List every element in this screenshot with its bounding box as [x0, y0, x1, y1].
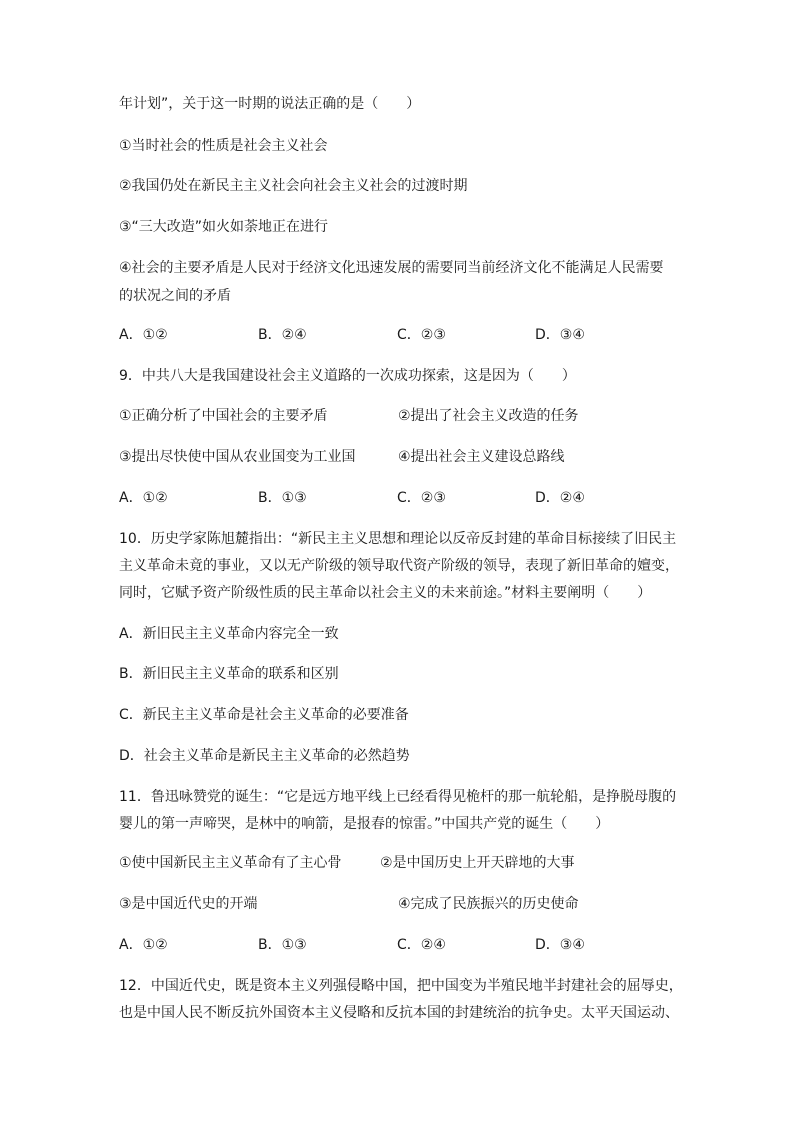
- q8-option-c[interactable]: C．②③: [397, 327, 446, 343]
- q11-options: [119, 935, 679, 955]
- q11-statement-3: ③是中国近代史的开端: [119, 896, 258, 912]
- q11-statement-4: ④完成了民族振兴的历史使命: [398, 896, 579, 912]
- q10-option-a[interactable]: A．新旧民主主义革命内容完全一致: [119, 626, 339, 642]
- q11-statements-row-2: [119, 894, 679, 914]
- q8-option-b[interactable]: B．②④: [258, 327, 307, 343]
- q10-stem-line-1: 10．历史学家陈旭麓指出：“新民主主义思想和理论以反帝反封建的革命目标接续了旧民主: [119, 531, 677, 547]
- q12-stem-line-2: 也是中国人民不断反抗外国资本主义侵略和反抗本国的封建统治的抗争史。太平天国运动、: [119, 1005, 679, 1021]
- q11-option-c[interactable]: C．②④: [397, 937, 446, 953]
- q11-stem-line-1: 11．鲁迅咏赞党的诞生：“它是远方地平线上已经看得见桅杆的那一航轮船，是挣脱母腹的: [119, 789, 677, 805]
- q8-statement-3: ③“三大改造”如火如荼地正在进行: [119, 219, 329, 235]
- q11-statement-1: ①使中国新民主主义革命有了主心骨: [119, 855, 342, 871]
- q10-option-d[interactable]: D．社会主义革命是新民主主义革命的必然趋势: [119, 748, 410, 764]
- q9-option-b[interactable]: B．①③: [258, 490, 307, 506]
- q8-options: [119, 325, 679, 345]
- q9-statements-row-1: [119, 406, 679, 426]
- q11-option-d[interactable]: D．③④: [535, 937, 585, 953]
- q8-option-a[interactable]: A．①②: [119, 327, 168, 343]
- q9-option-d[interactable]: D．②④: [535, 490, 585, 506]
- q9-statement-3: ③提出尽快使中国从农业国变为工业国: [119, 449, 356, 465]
- q8-statement-4-line-2: 的状况之间的矛盾: [119, 288, 231, 304]
- q8-statement-2: ②我国仍处在新民主主义社会向社会主义社会的过渡时期: [119, 178, 468, 194]
- q12-stem-line-1: 12．中国近代史，既是资本主义列强侵略中国，把中国变为半殖民地半封建社会的屈辱史，: [119, 978, 683, 994]
- q11-option-b[interactable]: B．①③: [258, 937, 307, 953]
- q9-statement-4: ④提出社会主义建设总路线: [398, 449, 565, 465]
- q11-statements-row-1: [119, 853, 679, 873]
- q9-option-c[interactable]: C．②③: [397, 490, 446, 506]
- q8-statement-4-line-1: ④社会的主要矛盾是人民对于经济文化迅速发展的需要同当前经济文化不能满足人民需要: [119, 260, 664, 276]
- q10-option-b[interactable]: B．新旧民主主义革命的联系和区别: [119, 666, 339, 682]
- q10-stem-line-3: 同时，它赋予资产阶级性质的民主革命以社会主义的未来前途。”材料主要阐明（ ）: [119, 585, 652, 601]
- q10-option-c[interactable]: C．新民主主义革命是社会主义革命的必要准备: [119, 707, 409, 723]
- q10-stem-line-2: 主义革命未竟的事业，又以无产阶级的领导取代资产阶级的领导，表现了新旧革命的嬗变，: [119, 558, 679, 574]
- q8-stem-tail: 年计划”，关于这一时期的说法正确的是（ ）: [119, 96, 421, 112]
- q9-stem: 9．中共八大是我国建设社会主义道路的一次成功探索，这是因为（ ）: [119, 368, 576, 384]
- q9-option-a[interactable]: A．①②: [119, 490, 168, 506]
- q11-statement-2: ②是中国历史上开天辟地的大事: [380, 855, 575, 871]
- q11-stem-line-2: 婴儿的第一声啼哭，是林中的响箭，是报春的惊雷。”中国共产党的诞生（ ）: [119, 816, 610, 832]
- q9-statement-2: ②提出了社会主义改造的任务: [398, 408, 579, 424]
- q8-option-d[interactable]: D．③④: [535, 327, 585, 343]
- q9-statement-1: ①正确分析了中国社会的主要矛盾: [119, 408, 328, 424]
- q9-statements-row-2: [119, 447, 679, 467]
- q9-options: [119, 488, 679, 508]
- q11-option-a[interactable]: A．①②: [119, 937, 168, 953]
- q8-statement-1: ①当时社会的性质是社会主义社会: [119, 138, 328, 154]
